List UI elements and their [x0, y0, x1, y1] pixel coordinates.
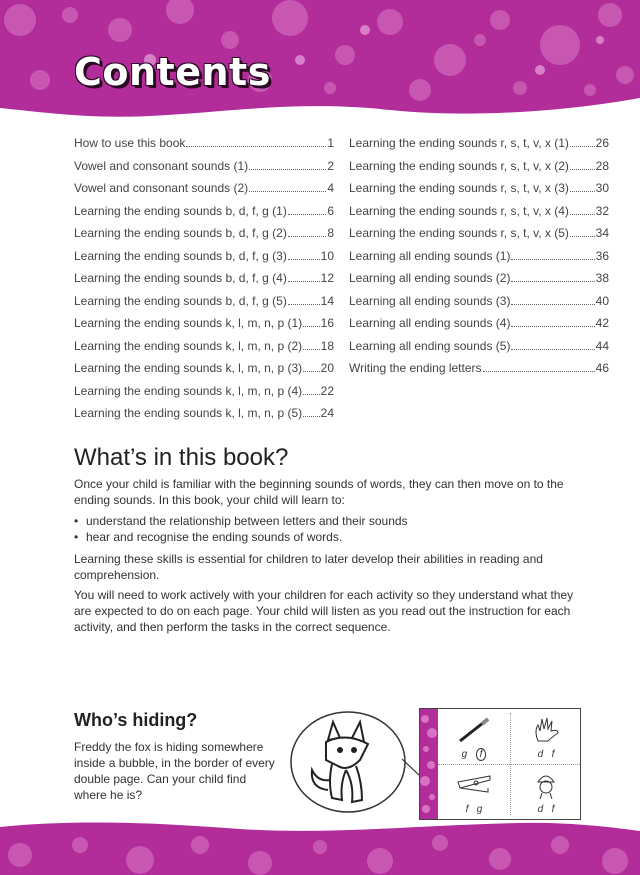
toc-entry-label: Learning the ending sounds b, d, f, g (4) [74, 271, 287, 285]
toc-entry-page: 28 [595, 158, 609, 173]
letter-option: f [551, 804, 555, 815]
page-title: Contents [74, 50, 271, 94]
toc-entry-page: 44 [595, 338, 609, 353]
toc-leader [511, 281, 594, 282]
answer-letters [438, 749, 510, 760]
toc-entry-page: 2 [327, 158, 334, 173]
toc-entry-page: 14 [320, 293, 334, 308]
toc-entry-label: Learning all ending sounds (2) [349, 271, 511, 285]
toc-leader [186, 146, 326, 147]
toc-entry-label: Learning the ending sounds b, d, f, g (1) [74, 203, 287, 218]
toc-entry[interactable] [74, 249, 334, 272]
footer-band [0, 815, 640, 875]
letter-option-circled: f [476, 748, 487, 761]
toc-entry-label: Learning the ending sounds k, l, m, n, p (5) [74, 406, 303, 420]
toc-entry[interactable] [74, 294, 334, 317]
bullet-text: understand the relationship between letters and their sounds [86, 514, 408, 528]
toc-entry[interactable] [74, 339, 334, 362]
toc-entry[interactable] [74, 136, 334, 159]
toc-entry-page: 42 [595, 316, 609, 330]
toc-entry[interactable] [349, 181, 609, 204]
toc-entry-page: 30 [595, 181, 609, 195]
paintbrush-icon [456, 715, 492, 745]
toc-entry[interactable] [349, 204, 609, 227]
preview-cell [510, 709, 582, 764]
answer-letters [510, 749, 582, 760]
bubble-pattern [0, 815, 640, 875]
letter-option: g [476, 804, 483, 815]
toc-entry-page: 1 [327, 136, 334, 150]
toc-entry-page: 10 [320, 248, 334, 263]
toc-leader [288, 259, 320, 260]
bullet-text: hear and recognise the ending sounds of words. [86, 530, 343, 544]
toc-entry-label: Vowel and consonant sounds (2) [74, 181, 249, 195]
hand-icon [528, 715, 564, 745]
peg-icon [456, 770, 492, 800]
toc-entry[interactable] [349, 316, 609, 339]
toc-entry[interactable] [74, 226, 334, 249]
toc-entry-page: 20 [320, 361, 334, 375]
letter-option: d [537, 749, 544, 760]
toc-entry[interactable] [74, 406, 334, 429]
toc-leader [570, 169, 595, 170]
toc-entry-label: Learning all ending sounds (3) [349, 293, 511, 308]
toc-entry-label: Writing the ending letters [349, 361, 482, 375]
toc-leader [511, 326, 594, 327]
toc-entry-page: 16 [320, 316, 334, 330]
toc-entry-page: 18 [320, 338, 334, 353]
toc-entry-label: Learning the ending sounds b, d, f, g (3) [74, 248, 287, 263]
toc-entry-label: Learning the ending sounds r, s, t, v, x (2) [349, 158, 569, 173]
letter-option: f [465, 804, 469, 815]
toc-entry[interactable] [349, 361, 609, 384]
toc-leader [303, 349, 320, 350]
toc-entry-label: Learning the ending sounds k, l, m, n, p (4) [74, 383, 303, 398]
fox-icon [288, 710, 408, 815]
list-item [74, 513, 574, 529]
toc-leader [570, 236, 595, 237]
section-heading: What’s in this book? [74, 444, 289, 471]
toc-entry-page: 40 [595, 293, 609, 308]
toc-entry-page: 34 [595, 226, 609, 240]
toc-entry-label: Learning the ending sounds b, d, f, g (5) [74, 293, 287, 308]
toc-entry[interactable] [349, 159, 609, 182]
toc-leader [303, 394, 320, 395]
toc-entry-page: 46 [595, 361, 609, 375]
toc-entry[interactable] [74, 316, 334, 339]
hiding-heading: Who’s hiding? [74, 710, 198, 730]
answer-letters [438, 804, 510, 815]
toc-leader [303, 371, 320, 372]
toc-right-column [349, 136, 609, 384]
bubble-strip [420, 709, 438, 819]
toc-entry-label: Vowel and consonant sounds (1) [74, 158, 249, 173]
toc-entry-label: Learning the ending sounds b, d, f, g (2) [74, 226, 287, 240]
toc-entry-page: 36 [595, 248, 609, 263]
toc-entry[interactable] [349, 226, 609, 249]
toc-entry[interactable] [74, 159, 334, 182]
toc-entry-page: 24 [320, 406, 334, 420]
toc-leader [570, 191, 595, 192]
toc-leader [570, 214, 595, 215]
toc-entry[interactable] [349, 339, 609, 362]
hiding-paragraph: Freddy the fox is hiding somewhere inside a bubble, in the border of every double page. Can your child find where he is? [74, 740, 275, 802]
toc-leader [249, 191, 326, 192]
toc-leader [288, 214, 327, 215]
intro-paragraph: Once your child is familiar with the beginning sounds of words, they can then move on to the ending sounds. In this book, your child will learn to: [74, 477, 564, 507]
toc-entry[interactable] [349, 294, 609, 317]
toc-entry-page: 26 [595, 136, 609, 150]
toc-entry-label: Learning the ending sounds r, s, t, v, x (1) [349, 136, 569, 150]
preview-cell [510, 764, 582, 819]
toc-entry[interactable] [349, 249, 609, 272]
toc-entry-page: 4 [327, 181, 334, 195]
toc-entry[interactable] [74, 384, 334, 407]
toc-entry-label: Learning all ending sounds (5) [349, 338, 511, 353]
toc-leader [288, 304, 320, 305]
preview-cell [438, 764, 510, 819]
toc-leader [511, 349, 594, 350]
letter-option: d [537, 804, 544, 815]
toc-entry-page: 6 [327, 203, 334, 218]
skills-paragraph: Learning these skills is essential for children to later develop their abilities in reading and comprehension. [74, 552, 543, 582]
toc-entry-label: Learning all ending sounds (1) [349, 248, 511, 263]
toc-leader [303, 416, 320, 417]
elf-icon [528, 770, 564, 800]
toc-leader [483, 371, 595, 372]
bullet-icon: • [74, 514, 79, 528]
toc-entry-page: 8 [327, 226, 334, 240]
toc-left-column [74, 136, 334, 429]
toc-entry-page: 22 [320, 383, 334, 398]
toc-entry-page: 12 [320, 271, 334, 285]
toc-entry-label: Learning the ending sounds r, s, t, v, x (5) [349, 226, 569, 240]
toc-entry[interactable] [349, 271, 609, 294]
toc-leader [303, 326, 320, 327]
toc-entry-label: Learning all ending sounds (4) [349, 316, 511, 330]
letter-option: g [461, 749, 468, 760]
toc-entry-label: Learning the ending sounds r, s, t, v, x (4) [349, 203, 569, 218]
preview-cell [438, 709, 510, 764]
list-item [74, 529, 574, 545]
toc-entry[interactable] [74, 361, 334, 384]
toc-leader [511, 304, 594, 305]
toc-entry[interactable] [74, 204, 334, 227]
toc-leader [288, 281, 320, 282]
toc-leader [249, 169, 326, 170]
answer-letters [510, 804, 582, 815]
letter-option: f [551, 749, 555, 760]
bullet-list [74, 513, 574, 545]
toc-entry[interactable] [74, 271, 334, 294]
toc-leader [288, 236, 327, 237]
toc-leader [570, 146, 595, 147]
toc-entry[interactable] [74, 181, 334, 204]
toc-leader [511, 259, 594, 260]
toc-entry-page: 38 [595, 271, 609, 285]
bullet-icon: • [74, 530, 79, 544]
toc-entry-page: 32 [595, 203, 609, 218]
toc-entry-label: Learning the ending sounds r, s, t, v, x (3) [349, 181, 569, 195]
toc-entry-label: Learning the ending sounds k, l, m, n, p (2) [74, 338, 303, 353]
toc-entry-label: Learning the ending sounds k, l, m, n, p (3) [74, 361, 303, 375]
toc-entry-label: Learning the ending sounds k, l, m, n, p (1) [74, 316, 303, 330]
toc-entry-label: How to use this book [74, 136, 186, 150]
page-preview [419, 708, 581, 820]
work-paragraph: You will need to work actively with your children for each activity so they understand what they are expected to do on each page. Your child will listen as you read out the instruction for each activity, and then perform the tasks in the correct sequence. [74, 588, 574, 634]
toc-entry[interactable] [349, 136, 609, 159]
header-band [0, 0, 640, 125]
